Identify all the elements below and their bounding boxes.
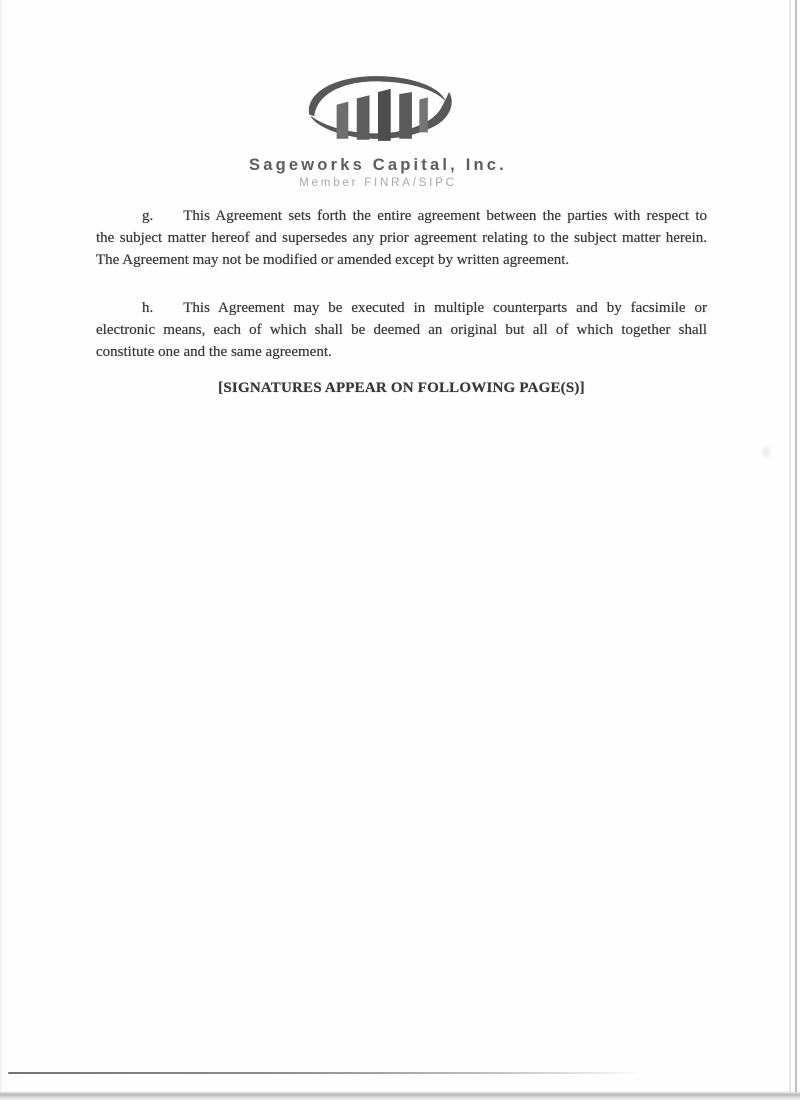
logo-bar-2 xyxy=(357,95,370,140)
paragraph-line: electronic means, each of which shall be deemed an original but all of which together shall xyxy=(96,322,707,338)
paragraph-g xyxy=(96,205,707,271)
paragraph-line: The Agreement may not be modified or amended except by written agreement. xyxy=(96,252,570,268)
page-bottom-edge-shadow xyxy=(0,1091,800,1100)
signatures-notice: [SIGNATURES APPEAR ON FOLLOWING PAGE(S)] xyxy=(218,380,585,396)
page-right-edge-soft-line xyxy=(789,0,791,1092)
membership-tagline: Member FINRA/SIPC xyxy=(299,177,457,189)
page-right-edge-line xyxy=(795,0,797,1092)
company-logo-block xyxy=(0,74,756,189)
page-left-edge-shadow xyxy=(0,0,3,1092)
logo-bar-4 xyxy=(399,92,412,139)
paragraph-line-text: This Agreement may be executed in multiple counterparts and by facsimile or xyxy=(183,300,707,316)
paragraph-label: g. xyxy=(142,208,154,224)
paragraph-line: the subject matter hereof and supersedes any prior agreement relating to the subject matter herein. xyxy=(96,230,707,246)
company-name: Sageworks Capital, Inc. xyxy=(249,156,507,174)
agreement-text xyxy=(96,205,707,399)
logo-bar-1 xyxy=(337,102,349,139)
logo-bar-3 xyxy=(378,89,391,141)
scan-smudge xyxy=(760,444,772,460)
paragraph-line xyxy=(96,297,707,319)
scan-artifact-fading-line xyxy=(8,1072,640,1074)
paragraph-line: constitute one and the same agreement. xyxy=(96,344,332,360)
paragraph-h xyxy=(96,297,707,363)
logo-bar-5 xyxy=(419,97,427,132)
paragraph-line xyxy=(96,205,707,227)
paragraph-label: h. xyxy=(142,300,154,316)
paragraph-line-text: This Agreement sets forth the entire agreement between the parties with respect to xyxy=(183,208,707,224)
sageworks-barchart-ellipse-logo-icon xyxy=(303,74,453,144)
